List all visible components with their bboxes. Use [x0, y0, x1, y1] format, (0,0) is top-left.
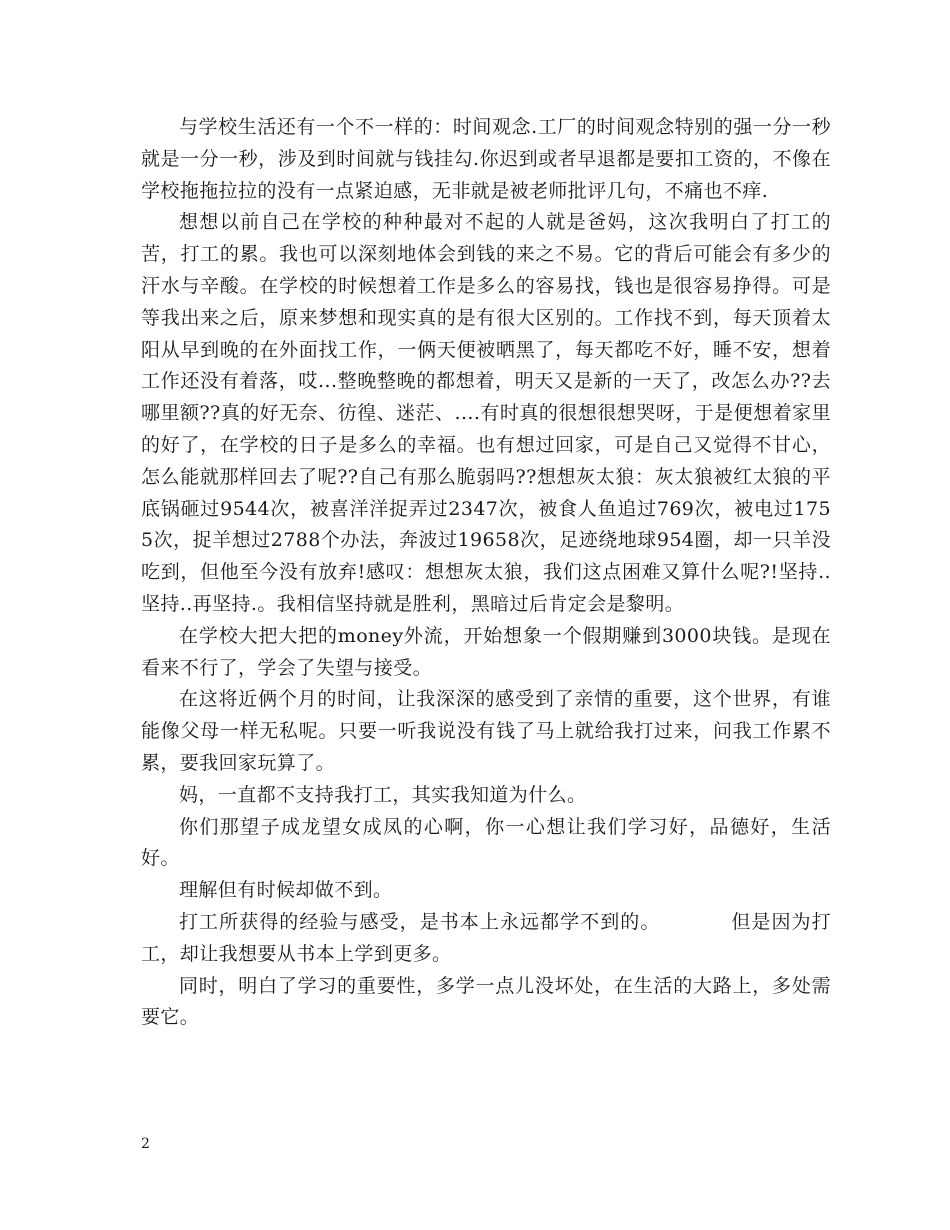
paragraph-mom: 妈，一直都不支持我打工，其实我知道为什么。	[179, 783, 587, 806]
document-body	[141, 112, 831, 1034]
paragraph-money: 在学校大把大把的money外流，开始想象一个假期赚到3000块钱。是现在看来不行了，学会了失望与接受。	[141, 624, 831, 679]
page-number: 2	[141, 1136, 150, 1152]
paragraph-family: 在这将近俩个月的时间，让我深深的感受到了亲情的重要，这个世界，有谁能像父母一样无私呢。只要一听我说没有钱了马上就给我打过来，问我工作累不累，要我回家玩算了。	[141, 688, 831, 774]
paragraph-parents-hope: 你们那望子成龙望女成凤的心啊，你一心想让我们学习好，品德好，生活好。	[141, 815, 831, 870]
paragraph-learning: 同时，明白了学习的重要性，多学一点儿没坏处，在生活的大路上，多处需要它。	[141, 974, 831, 1029]
paragraph-hardship: 想想以前自己在学校的种种最对不起的人就是爸妈，这次我明白了打工的苦，打工的累。我也可以深刻地体会到钱的来之不易。它的背后可能会有多少的汗水与辛酸。在学校的时候想着工作是多么的容易找，钱也是很容易挣得。可是等我出来之后，原来梦想和现实真的是有很大区别的。工作找不到，每天顶着太阳从早到晚的在外面找工作，一俩天便被晒黑了，每天都吃不好，睡不安，想着工作还没有着落，哎...整晚整晚的都想着，明天又是新的一天了，改怎么办??去哪里额??真的好无奈、彷徨、迷茫、....有时真的很想很想哭呀，于是便想着家里的好了，在学校的日子是多么的幸福。也有想过回家，可是自己又觉得不甘心，怎么能就那样回去了呢??自己有那么脆弱吗??想想灰太狼：灰太狼被红太狼的平底锅砸过9544次，被喜洋洋捉弄过2347次，被食人鱼追过769次，被电过1755次，捉羊想过2788个办法，奔波过19658次，足迹绕地球954圈，却一只羊没吃到，但他至今没有放弃!感叹：想想灰太狼，我们这点困难又算什么呢?!坚持..坚持..再坚持.。我相信坚持就是胜利，黑暗过后肯定会是黎明。	[141, 211, 831, 615]
paragraph-time-concept: 与学校生活还有一个不一样的：时间观念.工厂的时间观念特别的强一分一秒就是一分一秒，涉及到时间就与钱挂勾.你迟到或者早退都是要扣工资的，不像在学校拖拖拉拉的没有一点紧迫感，无非就是被老师批评几句，不痛也不痒.	[141, 116, 831, 202]
paragraph-understand: 理解但有时候却做不到。	[179, 879, 393, 902]
paragraph-experience: 打工所获得的经验与感受，是书本上永远都学不到的。 但是因为打工，却让我想要从书本上学到更多。	[141, 910, 831, 965]
